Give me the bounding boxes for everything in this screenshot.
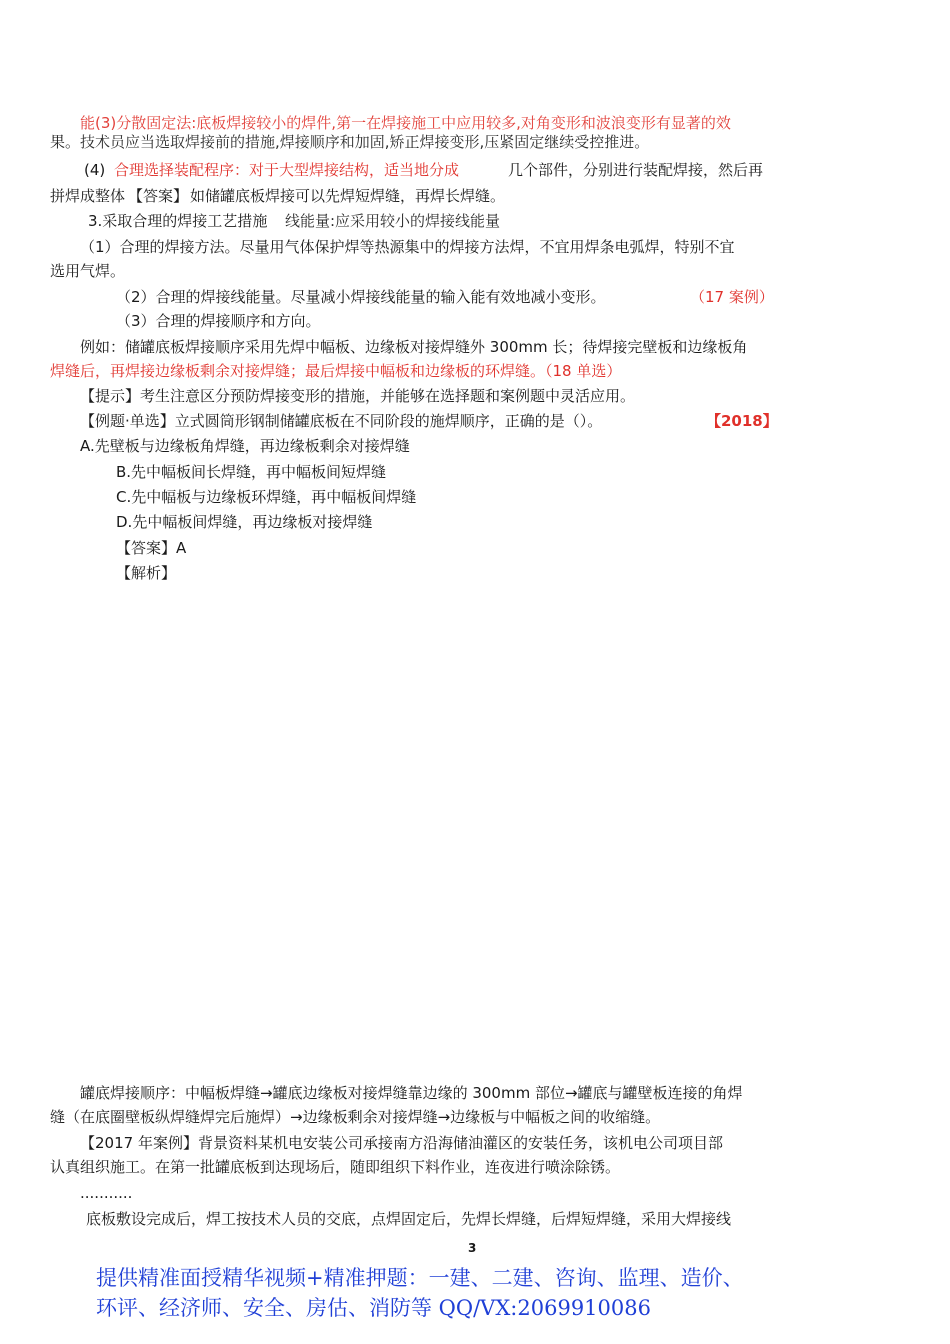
method-2-tag: （17 案例） <box>690 288 774 306</box>
overlap-line-dark: 技术员应当选取焊接前的措施,焊接顺序和加固,矫正焊接变形,压紧固定继续受控推进。 <box>80 133 650 151</box>
overlap-line-red: 能(3)分散固定法:底板焊接较小的焊件,第一在焊接施工中应用较多,对角变形和波浪变形有显著的效 <box>80 114 731 132</box>
item-4-text: 几个部件，分别进行装配焊接，然后再 <box>508 161 764 179</box>
section-3-heading: 3.采取合理的焊接工艺措施 <box>88 212 268 230</box>
weld-order-cont: 缝（在底圈壁板纵焊缝焊完后施焊）→边缘板剩余对接焊缝→边缘板与中幅板之间的收缩缝。 <box>50 1108 661 1126</box>
section-3-overlap: 线能量:应采用较小的焊接线能量 <box>285 212 501 230</box>
answer-label-overlap: 【答案】 <box>128 187 189 205</box>
tip-line: 【提示】考生注意区分预防焊接变形的措施，并能够在选择题和案例题中灵活应用。 <box>80 387 636 405</box>
example-line: 例如：储罐底板焊接顺序采用先焊中幅板、边缘板对接焊缝外 300mm 长；待焊接完壁板和边缘板角 <box>80 338 748 356</box>
method-2-line: （2）合理的焊接线能量。尽量减小焊接线能量的输入能有效地减小变形。 <box>116 288 606 306</box>
case-body-line: 底板敷设完成后，焊工按技术人员的交底，点焊固定后，先焊长焊缝，后焊短焊缝，采用大焊接线 <box>86 1210 732 1228</box>
page-number: 3 <box>468 1241 477 1255</box>
case-2017-cont: 认真组织施工。在第一批罐底板到达现场后，随即组织下料作业，连夜进行喷涂除锈。 <box>50 1158 621 1176</box>
item-4-red-text: 合理选择装配程序：对于大型焊接结构，适当地分成 <box>114 161 460 179</box>
option-d: D.先中幅板间焊缝，再边缘板对接焊缝 <box>116 513 373 531</box>
analysis-label: 【解析】 <box>116 564 177 582</box>
item-4-cont: 拼焊成整体 <box>50 187 126 205</box>
option-a: A.先壁板与边缘板角焊缝，再边缘板剩余对接焊缝 <box>80 437 410 455</box>
item-4-example: 如储罐底板焊接可以先焊短焊缝，再焊长焊缝。 <box>190 187 506 205</box>
method-3-line: （3）合理的焊接顺序和方向。 <box>116 312 321 330</box>
example-red-line: 焊缝后，再焊接边缘板剩余对接焊缝；最后焊接中幅板和边缘板的环焊缝。（18 单选） <box>50 362 622 380</box>
line-continuation: 果。 <box>50 133 81 151</box>
item-4-number: (4) <box>84 161 106 179</box>
answer-line: 【答案】A <box>116 539 187 557</box>
method-1-line: （1）合理的焊接方法。尽量用气体保护焊等热源集中的焊接方法焊，不宜用焊条电弧焊，特别不宜 <box>80 238 735 256</box>
option-b: B.先中幅板间长焊缝，再中幅板间短焊缝 <box>116 463 387 481</box>
method-1-cont: 选用气焊。 <box>50 262 126 280</box>
case-2017-line: 【2017 年案例】背景资料某机电安装公司承接南方沿海储油灌区的安装任务，该机电公司项目部 <box>80 1134 723 1152</box>
promo-footer-line-1: 提供精准面授精华视频+精准押题：一建、二建、咨询、监理、造价、 <box>96 1266 744 1290</box>
weld-order-line: 罐底焊接顺序：中幅板焊缝→罐底边缘板对接焊缝靠边缘的 300mm 部位→罐底与罐壁板连接的角焊 <box>80 1084 743 1102</box>
question-year: 【2018】 <box>706 412 778 430</box>
promo-footer-line-2: 环评、经济师、安全、房估、消防等 QQ/VX:2069910086 <box>96 1296 651 1320</box>
ellipsis-line: ........... <box>80 1184 133 1202</box>
question-stem: 【例题·单选】立式圆筒形钢制储罐底板在不同阶段的施焊顺序，正确的是（）。 <box>80 412 603 430</box>
option-c: C.先中幅板与边缘板环焊缝，再中幅板间焊缝 <box>116 488 417 506</box>
